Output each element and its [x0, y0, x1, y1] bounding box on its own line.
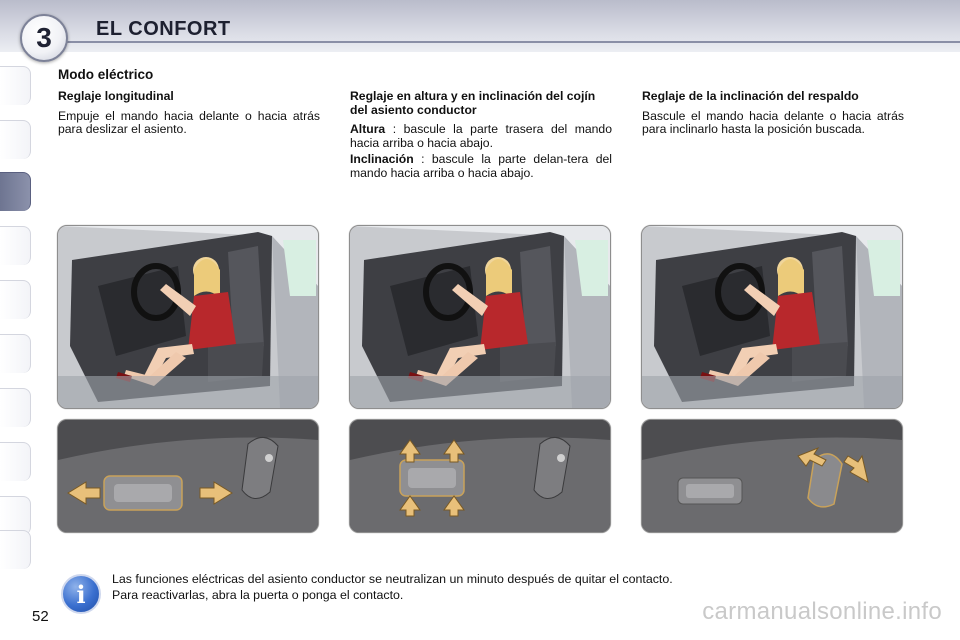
column-heading: Reglaje en altura y en inclinación del cojín del asiento conductor: [350, 89, 596, 117]
height-text: : bascule la parte trasera del mando hacia arriba o hacia abajo.: [350, 122, 612, 150]
car-interior-drawing: [58, 226, 318, 408]
driver-seat-illustration-3: [641, 225, 903, 409]
column-heading: Reglaje longitudinal: [58, 89, 174, 103]
note-line: Para reactivarlas, abra la puerta o ponga el contacto.: [112, 588, 404, 602]
note-line: Las funciones eléctricas del asiento conductor se neutralizan un minuto después de quitar el contacto.: [112, 572, 673, 586]
chapter-number-badge: 3: [20, 14, 68, 62]
chapter-tab-5[interactable]: [0, 280, 31, 319]
seat-switch-drawing: [642, 420, 902, 532]
column-text: Bascule el mando hacia delante o hacia atrás para inclinarlo hasta la posición buscada.: [642, 108, 904, 136]
page-number: 52: [32, 608, 49, 625]
height-paragraph: [350, 123, 612, 150]
watermark: carmanualsonline.info: [702, 598, 942, 625]
header-rule: [60, 41, 960, 43]
chapter-tab-4[interactable]: [0, 226, 31, 265]
section-title: Modo eléctrico: [58, 67, 154, 82]
tilt-label: Inclinación: [350, 152, 414, 166]
column-backrest: [642, 90, 904, 140]
driver-seat-illustration-1: [57, 225, 319, 409]
seat-control-backrest: [641, 419, 903, 533]
info-icon: i: [61, 574, 101, 614]
seat-control-longitudinal: [57, 419, 319, 533]
chapter-tab-3-active[interactable]: [0, 172, 31, 211]
tilt-text: : bascule la parte delan-tera del mando hacia arriba o hacia abajo.: [350, 152, 612, 180]
page-title: EL CONFORT: [96, 18, 231, 40]
tilt-paragraph: [350, 153, 612, 180]
seat-control-height-tilt: [349, 419, 611, 533]
column-text: Empuje el mando hacia delante o hacia atrás para deslizar el asiento.: [58, 108, 320, 136]
seat-switch-drawing: [350, 420, 610, 532]
column-longitudinal: [58, 90, 320, 140]
chapter-tab-1[interactable]: [0, 66, 31, 105]
chapter-tab-7[interactable]: [0, 388, 31, 427]
column-height-tilt: [350, 90, 612, 183]
chapter-tab-6[interactable]: [0, 334, 31, 373]
car-interior-drawing: [642, 226, 902, 408]
chapter-tabs: [0, 60, 36, 580]
car-interior-drawing: [350, 226, 610, 408]
chapter-tab-10[interactable]: [0, 530, 31, 569]
seat-switch-drawing: [58, 420, 318, 532]
chapter-tab-8[interactable]: [0, 442, 31, 481]
info-note: [112, 571, 673, 603]
driver-seat-illustration-2: [349, 225, 611, 409]
height-label: Altura: [350, 122, 386, 136]
chapter-tab-2[interactable]: [0, 120, 31, 159]
column-heading: Reglaje de la inclinación del respaldo: [642, 89, 859, 103]
